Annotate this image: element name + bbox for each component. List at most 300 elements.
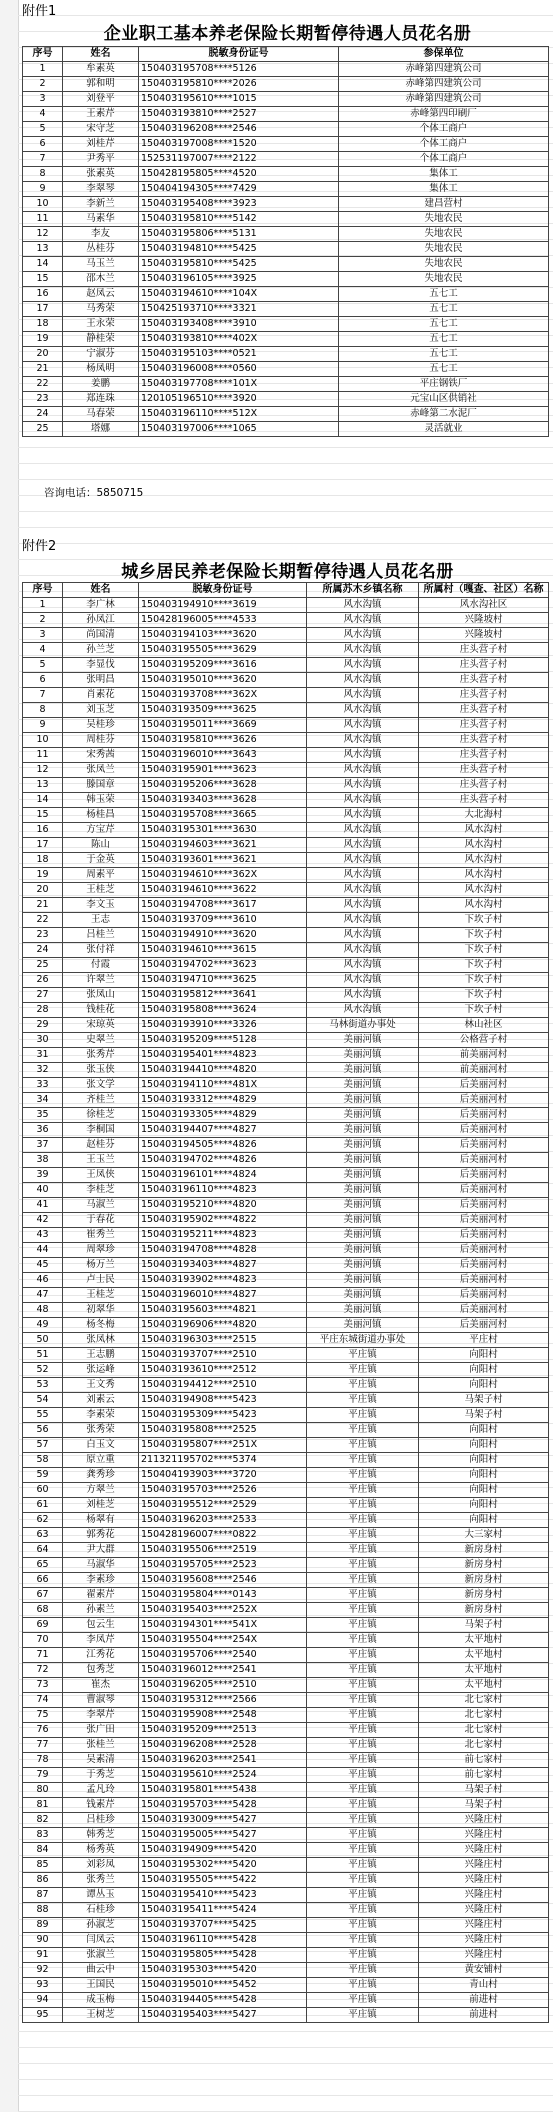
- table-cell: 谭丛玉: [63, 1888, 139, 1903]
- table-cell: 14: [23, 793, 63, 808]
- table-cell: 150403193408****3910: [139, 317, 339, 332]
- table-cell: 55: [23, 1408, 63, 1423]
- table-cell: 风水沟村: [419, 868, 549, 883]
- table-cell: 周翠珍: [63, 1243, 139, 1258]
- table-cell: 李素荣: [63, 1408, 139, 1423]
- table-cell: 于秀芝: [63, 1768, 139, 1783]
- table-cell: 150403193509****3625: [139, 703, 307, 718]
- table-cell: 后美丽河村: [419, 1183, 549, 1198]
- table-cell: 美丽河镇: [307, 1078, 419, 1093]
- table-row: [23, 257, 549, 272]
- table-cell: 风水沟镇: [307, 778, 419, 793]
- header-cell: 脱敏身份证号: [139, 583, 307, 598]
- table-cell: 包云生: [63, 1618, 139, 1633]
- table-cell: 150403193708****362X: [139, 688, 307, 703]
- table-cell: 庄头营子村: [419, 778, 549, 793]
- table-row: [23, 1963, 549, 1978]
- table-cell: 王国民: [63, 1978, 139, 1993]
- table-cell: 150403196208****2528: [139, 1738, 307, 1753]
- table-cell: 150403195812****3641: [139, 988, 307, 1003]
- table-cell: 丛桂芬: [63, 242, 139, 257]
- table-cell: 150403195901****3623: [139, 763, 307, 778]
- table-row: [23, 1723, 549, 1738]
- table-cell: 71: [23, 1648, 63, 1663]
- table-cell: 后美丽河村: [419, 1168, 549, 1183]
- table-cell: 平庄镇: [307, 1738, 419, 1753]
- table-cell: 150403195805****5428: [139, 1948, 307, 1963]
- table-cell: 150403195902****4822: [139, 1213, 307, 1228]
- table-row: [23, 928, 549, 943]
- table-cell: 杨秀英: [63, 1843, 139, 1858]
- table-cell: 平庄镇: [307, 1423, 419, 1438]
- table-cell: 白玉文: [63, 1438, 139, 1453]
- table-row: [23, 1078, 549, 1093]
- table-cell: 18: [23, 853, 63, 868]
- table-cell: 个体工商户: [339, 152, 549, 167]
- table-cell: 15: [23, 808, 63, 823]
- table-row: [23, 1273, 549, 1288]
- table-cell: 失地农民: [339, 227, 549, 242]
- table-cell: 150403193305****4829: [139, 1108, 307, 1123]
- table-cell: 吕桂兰: [63, 928, 139, 943]
- table-cell: 平庄东城街道办事处: [307, 1333, 419, 1348]
- table-cell: 庄头营子村: [419, 733, 549, 748]
- table-cell: 150403197008****1520: [139, 137, 339, 152]
- table-cell: 美丽河镇: [307, 1183, 419, 1198]
- table-cell: 方翠兰: [63, 1483, 139, 1498]
- table-cell: 81: [23, 1798, 63, 1813]
- table-cell: 3: [23, 92, 63, 107]
- table-cell: 曹淑琴: [63, 1693, 139, 1708]
- table-row: [23, 1153, 549, 1168]
- header-cell: 参保单位: [339, 47, 549, 62]
- table-cell: 150404194305****7429: [139, 182, 339, 197]
- table-row: [23, 1648, 549, 1663]
- table-row: [23, 868, 549, 883]
- table-cell: 平庄镇: [307, 1918, 419, 1933]
- table-cell: 许翠兰: [63, 973, 139, 988]
- table-cell: 李广林: [63, 598, 139, 613]
- table-cell: 54: [23, 1393, 63, 1408]
- table-cell: 平庄镇: [307, 1528, 419, 1543]
- table-row: [23, 1333, 549, 1348]
- table-cell: 张文学: [63, 1078, 139, 1093]
- table-row: [23, 988, 549, 1003]
- table-cell: 兴隆庄村: [419, 1858, 549, 1873]
- table-row: [23, 62, 549, 77]
- table-row: [23, 1123, 549, 1138]
- table-cell: 向阳村: [419, 1468, 549, 1483]
- table-cell: 马架子村: [419, 1783, 549, 1798]
- table-cell: 风水沟镇: [307, 748, 419, 763]
- table-cell: 原立重: [63, 1453, 139, 1468]
- table-cell: 风水沟镇: [307, 958, 419, 973]
- table-cell: 150403195610****2524: [139, 1768, 307, 1783]
- table-row: [23, 1243, 549, 1258]
- table-cell: 86: [23, 1873, 63, 1888]
- table-row: [23, 1408, 549, 1423]
- table-cell: 150403195411****5424: [139, 1903, 307, 1918]
- table-cell: 150403195703****5428: [139, 1798, 307, 1813]
- table-cell: 韩玉荣: [63, 793, 139, 808]
- table-cell: 平庄镇: [307, 1993, 419, 2008]
- table-cell: 150403195410****5423: [139, 1888, 307, 1903]
- table-row: [23, 1873, 549, 1888]
- table-cell: 牟素英: [63, 62, 139, 77]
- table-cell: 150403194610****3622: [139, 883, 307, 898]
- table-cell: 16: [23, 823, 63, 838]
- table-cell: 150404193903****3720: [139, 1468, 307, 1483]
- table-cell: 17: [23, 302, 63, 317]
- table-cell: 150403195505****5422: [139, 1873, 307, 1888]
- table-row: [23, 137, 549, 152]
- table-cell: 150403193707****5425: [139, 1918, 307, 1933]
- table-cell: 王玉兰: [63, 1153, 139, 1168]
- table-cell: 150403196303****2515: [139, 1333, 307, 1348]
- table-cell: 42: [23, 1213, 63, 1228]
- table-cell: 风水沟镇: [307, 643, 419, 658]
- table-cell: 方宝芹: [63, 823, 139, 838]
- table-cell: 150403195705****2523: [139, 1558, 307, 1573]
- table-cell: 1: [23, 62, 63, 77]
- table-cell: 14: [23, 257, 63, 272]
- table-cell: 平庄镇: [307, 1648, 419, 1663]
- table-cell: 20: [23, 347, 63, 362]
- table-cell: 张素英: [63, 167, 139, 182]
- table-cell: 150403193403****4827: [139, 1258, 307, 1273]
- table-row: [23, 1798, 549, 1813]
- table-row: [23, 838, 549, 853]
- table-cell: 后美丽河村: [419, 1078, 549, 1093]
- sheet-gridline: [18, 479, 553, 480]
- table-cell: 后美丽河村: [419, 1153, 549, 1168]
- table-cell: 包秀芝: [63, 1663, 139, 1678]
- table-cell: 兴隆庄村: [419, 1873, 549, 1888]
- table-cell: 张秀荣: [63, 1423, 139, 1438]
- table-cell: 郭秀花: [63, 1528, 139, 1543]
- table-cell: 150403196008****0560: [139, 362, 339, 377]
- table-cell: 4: [23, 107, 63, 122]
- table-row: [23, 913, 549, 928]
- table-cell: 平庄镇: [307, 1378, 419, 1393]
- table-cell: 8: [23, 167, 63, 182]
- table-cell: 平庄镇: [307, 1348, 419, 1363]
- table-cell: 28: [23, 1003, 63, 1018]
- table-cell: 风水沟镇: [307, 658, 419, 673]
- table-cell: 前进村: [419, 1993, 549, 2008]
- table-cell: 46: [23, 1273, 63, 1288]
- table-cell: 马林街道办事处: [307, 1018, 419, 1033]
- table-cell: 150403195403****5427: [139, 2008, 307, 2023]
- table-cell: 下坎子村: [419, 928, 549, 943]
- header-cell: 所属苏木乡镇名称: [307, 583, 419, 598]
- header-cell: 姓名: [63, 583, 139, 598]
- table-row: [23, 1393, 549, 1408]
- table-row: [23, 1033, 549, 1048]
- table-cell: 下坎子村: [419, 913, 549, 928]
- table-row: [23, 1633, 549, 1648]
- table-cell: 150403194603****3621: [139, 838, 307, 853]
- table-row: [23, 1288, 549, 1303]
- table-cell: 李桐国: [63, 1123, 139, 1138]
- table-cell: 平庄镇: [307, 1543, 419, 1558]
- table-cell: 后美丽河村: [419, 1213, 549, 1228]
- table-cell: 史翠兰: [63, 1033, 139, 1048]
- table-cell: 10: [23, 733, 63, 748]
- table-cell: 150403195302****5420: [139, 1858, 307, 1873]
- table-row: [23, 1183, 549, 1198]
- table-row: [23, 1003, 549, 1018]
- table-row: [23, 883, 549, 898]
- table-cell: 王树芝: [63, 2008, 139, 2023]
- table-row: [23, 1303, 549, 1318]
- table-cell: 30: [23, 1033, 63, 1048]
- table-cell: 美丽河镇: [307, 1303, 419, 1318]
- table-cell: 150403195401****4823: [139, 1048, 307, 1063]
- table-row: [23, 377, 549, 392]
- table-cell: 36: [23, 1123, 63, 1138]
- table-cell: 风水沟镇: [307, 808, 419, 823]
- table-cell: 平庄镇: [307, 1588, 419, 1603]
- row-number-gutter: [0, 0, 19, 2112]
- table-cell: 59: [23, 1468, 63, 1483]
- table-cell: 江秀花: [63, 1648, 139, 1663]
- table-cell: 风水沟镇: [307, 598, 419, 613]
- table-cell: 新房身村: [419, 1573, 549, 1588]
- table-cell: 平庄镇: [307, 1693, 419, 1708]
- table-cell: 29: [23, 1018, 63, 1033]
- table-cell: 5: [23, 122, 63, 137]
- table-cell: 张凤山: [63, 988, 139, 1003]
- table-cell: 赤峰第二水泥厂: [339, 407, 549, 422]
- table-row: [23, 1423, 549, 1438]
- table-cell: 6: [23, 673, 63, 688]
- table-cell: 15: [23, 272, 63, 287]
- table-cell: 平庄镇: [307, 1363, 419, 1378]
- table-row: [23, 152, 549, 167]
- table-cell: 孙兰芝: [63, 643, 139, 658]
- table-cell: 庄头营子村: [419, 748, 549, 763]
- table-cell: 王永荣: [63, 317, 139, 332]
- table-row: [23, 1948, 549, 1963]
- table-cell: 五七工: [339, 302, 549, 317]
- table-cell: 下坎子村: [419, 973, 549, 988]
- table-cell: 后美丽河村: [419, 1123, 549, 1138]
- table-cell: 龚秀珍: [63, 1468, 139, 1483]
- table-cell: 150403195810****3626: [139, 733, 307, 748]
- table-cell: 150403196105****3925: [139, 272, 339, 287]
- table-cell: 下坎子村: [419, 1003, 549, 1018]
- table-cell: 马素华: [63, 212, 139, 227]
- table-cell: 150403195703****2526: [139, 1483, 307, 1498]
- table-cell: 平庄镇: [307, 1453, 419, 1468]
- table-cell: 张秀芹: [63, 1048, 139, 1063]
- table-cell: 翟素芹: [63, 1588, 139, 1603]
- table-row: [23, 92, 549, 107]
- table-row: [23, 1768, 549, 1783]
- table-cell: 马玉兰: [63, 257, 139, 272]
- table-cell: 兴隆庄村: [419, 1948, 549, 1963]
- table-cell: 150403193810****402X: [139, 332, 339, 347]
- table-cell: 张广田: [63, 1723, 139, 1738]
- table-cell: 新房身村: [419, 1588, 549, 1603]
- table-cell: 风水沟镇: [307, 898, 419, 913]
- table-cell: 后美丽河村: [419, 1318, 549, 1333]
- table-cell: 周桂芬: [63, 733, 139, 748]
- table-cell: 张桂兰: [63, 1738, 139, 1753]
- table-cell: 王文秀: [63, 1378, 139, 1393]
- table-cell: 建昌营村: [339, 197, 549, 212]
- table-cell: 平庄镇: [307, 1768, 419, 1783]
- table-cell: 150428196005****4533: [139, 613, 307, 628]
- table-cell: 150403195708****5126: [139, 62, 339, 77]
- table-cell: 兴隆庄村: [419, 1903, 549, 1918]
- table-cell: 74: [23, 1693, 63, 1708]
- table-cell: 45: [23, 1258, 63, 1273]
- table-cell: 下坎子村: [419, 988, 549, 1003]
- table-cell: 93: [23, 1978, 63, 1993]
- table-row: [23, 302, 549, 317]
- table-cell: 35: [23, 1108, 63, 1123]
- table-cell: 78: [23, 1753, 63, 1768]
- table-cell: 庄头营子村: [419, 763, 549, 778]
- table-cell: 22: [23, 377, 63, 392]
- table-row: [23, 167, 549, 182]
- table-cell: 41: [23, 1198, 63, 1213]
- table-cell: 美丽河镇: [307, 1063, 419, 1078]
- table-cell: 150403194708****3617: [139, 898, 307, 913]
- table-row: [23, 958, 549, 973]
- table-cell: 美丽河镇: [307, 1093, 419, 1108]
- table-cell: 风水沟村: [419, 853, 549, 868]
- table-cell: 杨凤明: [63, 362, 139, 377]
- table-cell: 太平地村: [419, 1633, 549, 1648]
- table-cell: 北七家村: [419, 1693, 549, 1708]
- table-cell: 风水沟镇: [307, 928, 419, 943]
- table-cell: 孙素兰: [63, 1603, 139, 1618]
- table-cell: 五七工: [339, 332, 549, 347]
- table-cell: 3: [23, 628, 63, 643]
- table-row: [23, 1918, 549, 1933]
- table-cell: 个体工商户: [339, 122, 549, 137]
- table-cell: 郑连珠: [63, 392, 139, 407]
- table-cell: 5: [23, 658, 63, 673]
- table-cell: 美丽河镇: [307, 1258, 419, 1273]
- table-cell: 25: [23, 958, 63, 973]
- table-cell: 150403196203****2541: [139, 1753, 307, 1768]
- table-row: [23, 973, 549, 988]
- table-cell: 150403195309****5423: [139, 1408, 307, 1423]
- table-cell: 150403194908****5423: [139, 1393, 307, 1408]
- table-cell: 风水沟镇: [307, 883, 419, 898]
- table-cell: 风水沟村: [419, 898, 549, 913]
- table-cell: 风水沟镇: [307, 628, 419, 643]
- table-cell: 杨万兰: [63, 1258, 139, 1273]
- table-cell: 66: [23, 1573, 63, 1588]
- table-cell: 150403195312****2566: [139, 1693, 307, 1708]
- table-cell: 滕国章: [63, 778, 139, 793]
- table-cell: 21: [23, 898, 63, 913]
- table-cell: 平庄镇: [307, 1798, 419, 1813]
- table-cell: 83: [23, 1828, 63, 1843]
- table-row: [23, 1228, 549, 1243]
- table-cell: 庄头营子村: [419, 643, 549, 658]
- table-cell: 平庄镇: [307, 1498, 419, 1513]
- table-cell: 风水沟镇: [307, 703, 419, 718]
- table-cell: 王志鹏: [63, 1348, 139, 1363]
- table-cell: 王凤侠: [63, 1168, 139, 1183]
- table-row: [23, 122, 549, 137]
- table-cell: 27: [23, 988, 63, 1003]
- table-cell: 尹秀平: [63, 152, 139, 167]
- table-row: [23, 272, 549, 287]
- table-row: [23, 778, 549, 793]
- table-cell: 10: [23, 197, 63, 212]
- sheet-gridline: [18, 2031, 553, 2032]
- table-cell: 风水沟镇: [307, 613, 419, 628]
- table-cell: 后美丽河村: [419, 1198, 549, 1213]
- table-cell: 后美丽河村: [419, 1228, 549, 1243]
- table-cell: 风水沟镇: [307, 1003, 419, 1018]
- table-row: [23, 407, 549, 422]
- table-cell: 150403195801****5438: [139, 1783, 307, 1798]
- table-cell: 150403195512****2529: [139, 1498, 307, 1513]
- table-row: [23, 1018, 549, 1033]
- table-cell: 李桂芝: [63, 1183, 139, 1198]
- table-row: [23, 748, 549, 763]
- table-cell: 49: [23, 1318, 63, 1333]
- table-cell: 150403194110****481X: [139, 1078, 307, 1093]
- table-cell: 150403196101****4824: [139, 1168, 307, 1183]
- table-cell: 24: [23, 407, 63, 422]
- table-cell: 韩秀芝: [63, 1828, 139, 1843]
- table-row: [23, 1138, 549, 1153]
- table-cell: 25: [23, 422, 63, 437]
- table-cell: 150428196007****0822: [139, 1528, 307, 1543]
- table-cell: 风水沟镇: [307, 973, 419, 988]
- table-cell: 美丽河镇: [307, 1033, 419, 1048]
- table-cell: 150403195810****5425: [139, 257, 339, 272]
- table-cell: 150403195209****5128: [139, 1033, 307, 1048]
- table-cell: 风水沟镇: [307, 793, 419, 808]
- table-cell: 张玉侠: [63, 1063, 139, 1078]
- table-row: [23, 1468, 549, 1483]
- table-cell: 兴隆庄村: [419, 1828, 549, 1843]
- table-cell: 60: [23, 1483, 63, 1498]
- table-cell: 后美丽河村: [419, 1303, 549, 1318]
- table-cell: 向阳村: [419, 1438, 549, 1453]
- table-cell: 五七工: [339, 347, 549, 362]
- table-cell: 24: [23, 943, 63, 958]
- table-cell: 平庄镇: [307, 1828, 419, 1843]
- table-cell: 吴桂珍: [63, 718, 139, 733]
- table-cell: 88: [23, 1903, 63, 1918]
- table-cell: 李翠芹: [63, 1708, 139, 1723]
- table-cell: 兴隆坡村: [419, 613, 549, 628]
- table-cell: 美丽河镇: [307, 1153, 419, 1168]
- table-cell: 李翠琴: [63, 182, 139, 197]
- table-cell: 150403195408****3923: [139, 197, 339, 212]
- table-cell: 平庄镇: [307, 1723, 419, 1738]
- table-cell: 68: [23, 1603, 63, 1618]
- table-cell: 马淑兰: [63, 1198, 139, 1213]
- table-cell: 赤峰第四建筑公司: [339, 62, 549, 77]
- table-row: [23, 347, 549, 362]
- table-cell: 马淑华: [63, 1558, 139, 1573]
- table-row: [23, 688, 549, 703]
- table-row: [23, 1678, 549, 1693]
- table-cell: 79: [23, 1768, 63, 1783]
